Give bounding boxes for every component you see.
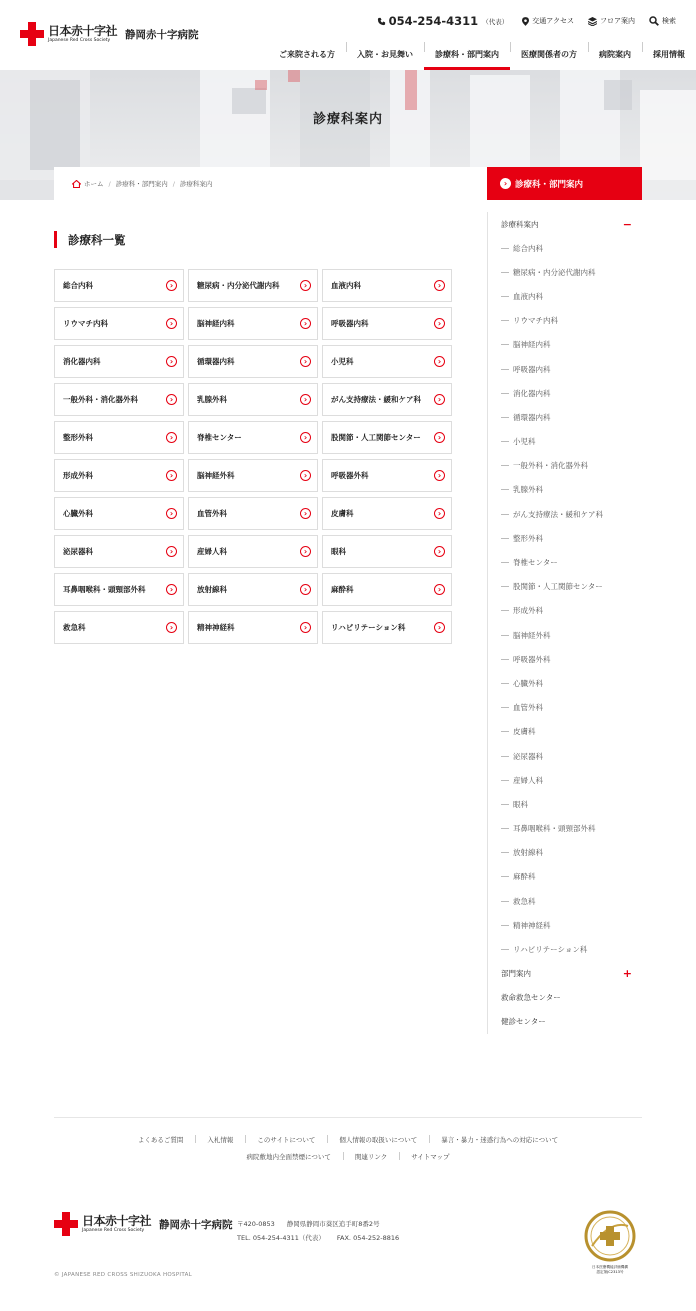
department-card[interactable] <box>54 573 184 606</box>
sidebar-subitem[interactable]: 心臓外科 <box>488 671 642 695</box>
department-label: 呼吸器内科 <box>331 319 369 328</box>
access-link[interactable] <box>522 16 574 26</box>
department-label: 血液内科 <box>331 281 361 290</box>
sidebar-subitem[interactable]: リウマチ内科 <box>488 309 642 333</box>
department-label: 心臓外科 <box>63 509 93 518</box>
department-card[interactable] <box>54 307 184 340</box>
sidebar-group-label: 部門案内 <box>501 969 531 979</box>
gnav-hospital-info[interactable]: 病院案内 <box>588 38 642 70</box>
sidebar-subitem[interactable]: 救急科 <box>488 889 642 913</box>
department-card[interactable] <box>188 307 318 340</box>
footer-link[interactable]: 個人情報の取扱いについて <box>327 1135 429 1144</box>
chevron-circle-right-icon: › <box>166 546 177 557</box>
footer-logo-jrc-en: Japanese Red Cross Society <box>82 1228 145 1233</box>
sidebar-subitem[interactable]: 循環器内科 <box>488 405 642 429</box>
breadcrumb-separator: / <box>172 179 175 188</box>
chevron-circle-right-icon: › <box>300 394 311 405</box>
footer-logo[interactable] <box>54 1212 233 1236</box>
breadcrumb <box>54 167 487 200</box>
sidebar-item-health-checkup[interactable] <box>488 1010 642 1034</box>
sidebar-subitem[interactable]: 麻酔科 <box>488 865 642 889</box>
department-card[interactable] <box>322 269 452 302</box>
sidebar-item-emergency-center[interactable] <box>488 986 642 1010</box>
search-label: 検索 <box>662 17 676 25</box>
sidebar-subitem[interactable]: 総合内科 <box>488 236 642 260</box>
chevron-circle-right-icon: › <box>166 470 177 481</box>
department-card[interactable] <box>54 269 184 302</box>
logo-jrc-en: Japanese Red Cross Society <box>48 38 111 43</box>
sidebar-subitem[interactable]: 一般外科・消化器外科 <box>488 454 642 478</box>
sidebar-subitem[interactable]: 精神神経科 <box>488 913 642 937</box>
department-card[interactable] <box>322 421 452 454</box>
department-grid <box>54 269 452 644</box>
footer-links-row1 <box>54 1135 642 1144</box>
footer-logo-jrc-ja: 日本赤十字社 <box>82 1214 152 1228</box>
footer-link[interactable]: 関連リンク <box>343 1152 399 1161</box>
site-logo[interactable] <box>20 22 199 46</box>
gnav-recruit[interactable]: 採用情報 <box>642 38 696 70</box>
sidebar-subitem[interactable]: 皮膚科 <box>488 720 642 744</box>
expand-icon[interactable]: + <box>622 967 632 981</box>
department-card[interactable] <box>322 497 452 530</box>
footer-link[interactable]: 暴言・暴力・迷惑行為への対応について <box>429 1135 570 1144</box>
sidebar-nav <box>487 212 642 1034</box>
chevron-circle-right-icon: › <box>300 470 311 481</box>
sidebar-subitem[interactable]: 脊椎センター <box>488 550 642 574</box>
sidebar-group-departments[interactable] <box>488 212 642 236</box>
floor-label: フロア案内 <box>600 17 635 25</box>
department-card[interactable] <box>322 345 452 378</box>
sidebar-subitem[interactable]: 呼吸器内科 <box>488 357 642 381</box>
gnav-visitors[interactable]: ご来院される方 <box>279 49 335 59</box>
department-card[interactable] <box>322 611 452 644</box>
sidebar-subitem[interactable]: 小児科 <box>488 430 642 454</box>
chevron-circle-right-icon: › <box>434 508 445 519</box>
department-label: 股関節・人工関節センター <box>331 433 421 442</box>
chevron-circle-right-icon: › <box>434 356 445 367</box>
footer-address <box>237 1217 411 1245</box>
department-card[interactable] <box>188 383 318 416</box>
chevron-circle-right-icon: › <box>166 356 177 367</box>
section-title: 診療科一覧 <box>54 231 126 248</box>
access-label: 交通アクセス <box>532 17 574 25</box>
department-label: 消化器内科 <box>63 357 101 366</box>
phone-icon <box>377 17 386 26</box>
department-label: 耳鼻咽喉科・頭頸部外科 <box>63 585 146 594</box>
footer-link[interactable]: よくあるご質問 <box>137 1136 184 1144</box>
department-card[interactable] <box>54 459 184 492</box>
chevron-circle-right-icon: › <box>166 508 177 519</box>
page-title: 診療科案内 <box>312 112 383 127</box>
department-card[interactable] <box>188 421 318 454</box>
floor-link[interactable] <box>588 16 635 26</box>
footer-fax: FAX. 054-252-8816 <box>336 1234 400 1242</box>
department-label: 小児科 <box>331 357 354 366</box>
department-card[interactable] <box>188 497 318 530</box>
chevron-circle-right-icon: › <box>166 584 177 595</box>
chevron-circle-right-icon: › <box>300 356 311 367</box>
footer-link[interactable]: 病院敷地内全面禁煙について <box>246 1153 331 1161</box>
department-card[interactable] <box>54 345 184 378</box>
department-label: 救急科 <box>63 623 86 632</box>
chevron-circle-right-icon: › <box>434 318 445 329</box>
department-label: 形成外科 <box>63 471 93 480</box>
department-label: 糖尿病・内分泌代謝内科 <box>197 281 280 290</box>
sidebar-subitem[interactable]: 耳鼻咽喉科・頭頸部外科 <box>488 817 642 841</box>
chevron-circle-right-icon: › <box>300 318 311 329</box>
chevron-circle-right-icon: › <box>434 622 445 633</box>
department-label: 一般外科・消化器外科 <box>63 395 138 404</box>
gnav-medical-professionals[interactable]: 医療関係者の方 <box>510 38 588 70</box>
sidebar-subitem[interactable]: 脳神経外科 <box>488 623 642 647</box>
chevron-circle-right-icon: › <box>300 280 311 291</box>
footer-link[interactable]: サイトマップ <box>399 1152 461 1161</box>
sidebar-group-label: 診療科案内 <box>501 219 539 229</box>
chevron-circle-right-icon: › <box>166 318 177 329</box>
department-card[interactable] <box>188 345 318 378</box>
chevron-circle-right-icon: › <box>434 432 445 443</box>
svg-text:認定第JC2313号: 認定第JC2313号 <box>596 1270 624 1274</box>
gnav-admission[interactable]: 入院・お見舞い <box>346 38 424 70</box>
department-card[interactable] <box>54 383 184 416</box>
sidebar-subitem[interactable]: がん支持療法・緩和ケア科 <box>488 502 642 526</box>
department-label: 麻酔科 <box>331 585 354 594</box>
department-card[interactable] <box>54 497 184 530</box>
tel-number: 054-254-4311 <box>388 14 479 28</box>
chevron-circle-right-icon: › <box>300 622 311 633</box>
utility-nav <box>377 14 676 28</box>
sidebar-sublist <box>488 236 642 962</box>
breadcrumb-parent[interactable]: 診療科・部門案内 <box>115 180 168 188</box>
chevron-circle-right-icon: › <box>434 394 445 405</box>
hospital-name: 静岡赤十字病院 <box>125 28 199 41</box>
department-label: 放射線科 <box>197 585 227 594</box>
svg-text:日本医療機能評価機構: 日本医療機能評価機構 <box>592 1265 628 1269</box>
copyright: © JAPANESE RED CROSS SHIZUOKA HOSPITAL <box>54 1272 193 1278</box>
chevron-circle-right-icon: › <box>434 280 445 291</box>
sidebar-subitem[interactable]: 眼科 <box>488 792 642 816</box>
sidebar-subitem[interactable]: 産婦人科 <box>488 768 642 792</box>
footer-link[interactable]: 入札情報 <box>195 1135 245 1144</box>
sidebar-subitem[interactable]: 整形外科 <box>488 526 642 550</box>
sidebar-subitem[interactable]: 脳神経内科 <box>488 333 642 357</box>
sidebar-subitem[interactable]: 形成外科 <box>488 599 642 623</box>
department-card[interactable] <box>188 611 318 644</box>
department-card[interactable] <box>322 573 452 606</box>
department-label: 産婦人科 <box>197 547 227 556</box>
department-label: リハビリテーション科 <box>331 623 406 632</box>
footer-tel: TEL. 054-254-4311（代表） <box>237 1234 325 1242</box>
footer-hospital-name: 静岡赤十字病院 <box>159 1218 233 1231</box>
search-icon <box>649 16 659 26</box>
chevron-circle-right-icon: › <box>300 432 311 443</box>
red-cross-icon <box>54 1212 78 1236</box>
chevron-circle-right-icon: › <box>300 546 311 557</box>
department-card[interactable] <box>188 535 318 568</box>
department-card[interactable] <box>54 535 184 568</box>
sidebar-subitem[interactable]: 糖尿病・内分泌代謝内科 <box>488 260 642 284</box>
department-card[interactable] <box>188 459 318 492</box>
department-label: 脊椎センター <box>197 433 242 442</box>
sidebar-section-label: 診療科・部門案内 <box>515 179 584 190</box>
department-card[interactable] <box>54 421 184 454</box>
department-label: 整形外科 <box>63 433 93 442</box>
chevron-circle-right-icon: › <box>300 508 311 519</box>
department-label: 循環器内科 <box>197 357 235 366</box>
footer-link[interactable]: このサイトについて <box>245 1135 327 1144</box>
department-card[interactable] <box>54 611 184 644</box>
collapse-icon[interactable]: − <box>622 217 632 231</box>
breadcrumb-home[interactable]: ホーム <box>84 180 104 188</box>
sidebar-subitem[interactable]: 股関節・人工関節センター <box>488 575 642 599</box>
sidebar-subitem[interactable]: 血液内科 <box>488 284 642 308</box>
sidebar-subitem[interactable]: 乳腺外科 <box>488 478 642 502</box>
chevron-circle-right-icon: › <box>166 394 177 405</box>
gnav-departments[interactable]: 診療科・部門案内 <box>424 38 510 70</box>
department-label: 呼吸器外科 <box>331 471 369 480</box>
footer-postal: 〒420-0853 <box>237 1220 275 1228</box>
tel-link[interactable] <box>377 14 509 28</box>
department-card[interactable] <box>322 535 452 568</box>
sidebar-group-label: 救命救急センター <box>501 993 561 1003</box>
footer-divider <box>54 1117 642 1118</box>
red-cross-icon <box>20 22 44 46</box>
department-label: がん支持療法・緩和ケア科 <box>331 395 421 404</box>
sidebar-subitem[interactable]: 消化器内科 <box>488 381 642 405</box>
tel-note: （代表） <box>482 17 509 26</box>
jcqhc-certification-seal <box>584 1210 636 1278</box>
department-label: 泌尿器科 <box>63 547 93 556</box>
department-card[interactable] <box>322 383 452 416</box>
department-label: 血管外科 <box>197 509 227 518</box>
department-card[interactable] <box>188 269 318 302</box>
department-card[interactable] <box>188 573 318 606</box>
sidebar-subitem[interactable]: 泌尿器科 <box>488 744 642 768</box>
layers-icon <box>588 17 597 26</box>
chevron-circle-right-icon: › <box>166 280 177 291</box>
home-icon <box>72 180 81 188</box>
footer-links-row2 <box>54 1152 642 1161</box>
department-label: 脳神経外科 <box>197 471 235 480</box>
sidebar-group-divisions[interactable] <box>488 962 642 986</box>
footer-address-line: 静岡県静岡市葵区追手町8番2号 <box>286 1220 380 1228</box>
breadcrumb-separator: / <box>108 179 111 188</box>
department-label: 乳腺外科 <box>197 395 227 404</box>
chevron-right-icon: › <box>500 178 511 189</box>
department-label: 脳神経内科 <box>197 319 235 328</box>
department-label: リウマチ内科 <box>63 319 108 328</box>
global-nav <box>268 38 696 70</box>
chevron-circle-right-icon: › <box>434 470 445 481</box>
sidebar-subitem[interactable]: 呼吸器外科 <box>488 647 642 671</box>
department-card[interactable] <box>322 459 452 492</box>
department-label: 眼科 <box>331 547 346 556</box>
sidebar-section-button[interactable] <box>487 167 642 200</box>
chevron-circle-right-icon: › <box>434 546 445 557</box>
department-label: 皮膚科 <box>331 509 354 518</box>
chevron-circle-right-icon: › <box>434 584 445 595</box>
search-link[interactable] <box>649 16 676 26</box>
department-label: 総合内科 <box>63 281 93 290</box>
sidebar-subitem[interactable]: 放射線科 <box>488 841 642 865</box>
chevron-circle-right-icon: › <box>166 432 177 443</box>
logo-jrc-ja: 日本赤十字社 <box>48 24 118 38</box>
sidebar-subitem[interactable]: 血管外科 <box>488 696 642 720</box>
department-card[interactable] <box>322 307 452 340</box>
site-header <box>0 0 696 70</box>
chevron-circle-right-icon: › <box>166 622 177 633</box>
sidebar-group-label: 健診センター <box>501 1017 546 1027</box>
sidebar-subitem[interactable]: リハビリテーション科 <box>488 937 642 961</box>
map-pin-icon <box>522 17 529 26</box>
breadcrumb-current: 診療科案内 <box>179 180 213 188</box>
department-label: 精神神経科 <box>197 623 235 632</box>
chevron-circle-right-icon: › <box>300 584 311 595</box>
